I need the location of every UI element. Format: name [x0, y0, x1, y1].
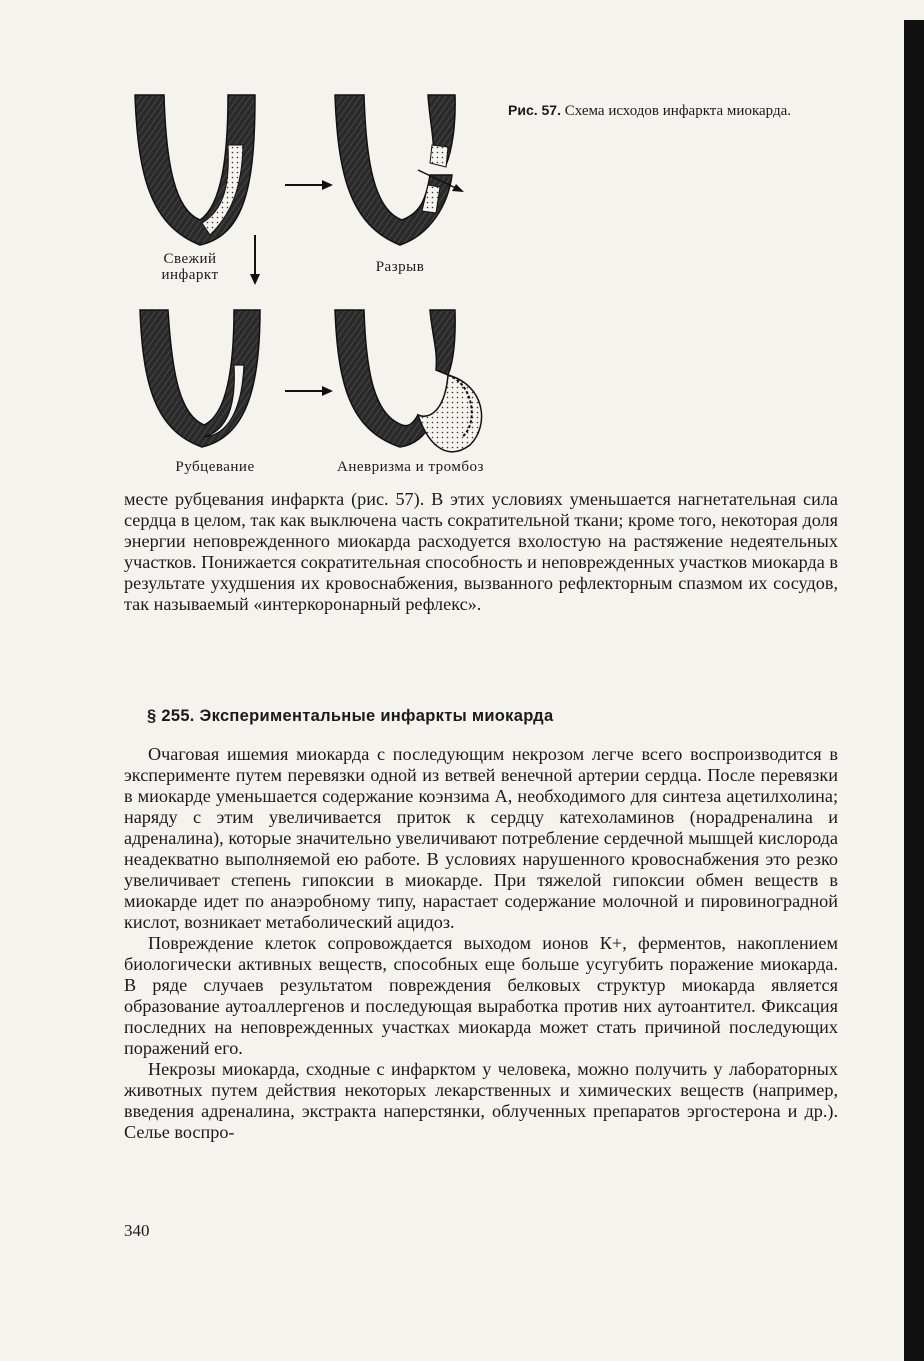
arrow-right-top — [285, 180, 333, 190]
figure-57 — [130, 85, 510, 485]
paragraph-text: месте рубцевания инфаркта (рис. 57). В этих условиях уменьшается нагнетательная сила сердца в целом, так как выключена часть сократительной ткани; кроме того, некоторая доля энергии неповрежденного миокарда расходуется вхолостую на растяжение недеятельных участков. Понижается сократительная способность и неповрежденных участков миокарда в результате ухудшения их кровоснабжения, вызванного рефлекторным спазмом их сосудов, так называемый «интеркоронарный рефлекс». — [124, 489, 838, 614]
arrow-down — [250, 235, 260, 285]
label-fresh-line1: Свежий — [163, 251, 217, 267]
paragraph-3: Некрозы миокарда, сходные с инфарктом у человека, можно получить у лабораторных животных путем действия некоторых лекарственных и химических веществ (например, введения адреналина, экстракта наперстянки, облученных препаратов эргостерона и др.). Селье воспро- — [124, 1059, 838, 1142]
heart-fresh-infarct — [135, 95, 255, 245]
label-rupture: Разрыв — [375, 259, 425, 275]
heart-rupture — [335, 95, 464, 245]
caption-number: Рис. 57. — [508, 102, 561, 118]
arrow-right-bottom — [285, 386, 333, 396]
heart-diagram — [130, 85, 510, 485]
heart-aneurysm-thrombus — [335, 310, 482, 452]
label-aneurysm: Аневризма и тромбоз — [337, 459, 484, 475]
figure-caption — [508, 100, 838, 121]
section-body — [124, 744, 838, 1143]
heart-scarring — [140, 310, 260, 447]
label-fresh-line2: инфаркт — [161, 267, 219, 283]
label-scarring: Рубцевание — [175, 459, 255, 475]
label-fresh-infarct — [150, 251, 230, 283]
page-number: 340 — [124, 1221, 150, 1240]
section-heading: § 255. Экспериментальные инфаркты миокарда — [147, 707, 554, 725]
paragraph-1: Очаговая ишемия миокарда с последующим некрозом легче всего воспроизводится в эксперименте путем перевязки одной из ветвей венечной артерии сердца. После перевязки в миокарде уменьшается содержание коэнзима А, необходимого для синтеза ацетилхолина; наряду с этим увеличивается приток к сердцу катехоламинов (норадреналина и адреналина), которые значительно увеличивают потребление сердечной мышцей кислорода неадекватно выполняемой ею работе. В условиях нарушенного кровоснабжения это резко увеличивает степень гипоксии в миокарде. При тяжелой гипоксии обмен веществ в миокарде идет по анаэробному типу, нарастает содержание молочной и пировиноградной кислот, возникает метаболический ацидоз. — [124, 744, 838, 932]
paragraph-continuation — [124, 489, 838, 615]
caption-text: Схема исходов инфаркта миокарда. — [564, 103, 792, 119]
paragraph-2: Повреждение клеток сопровождается выходом ионов К+, ферментов, накоплением биологически активных веществ, способных еще больше усугубить поражение миокарда. В ряде случаев результатом повреждения белковых структур миокарда является образование аутоаллергенов и последующая выработка против них аутоантител. Фиксация последних на неповрежденных участках миокарда может стать причиной последующих поражений его. — [124, 933, 838, 1058]
page-edge-shadow — [904, 20, 924, 1361]
